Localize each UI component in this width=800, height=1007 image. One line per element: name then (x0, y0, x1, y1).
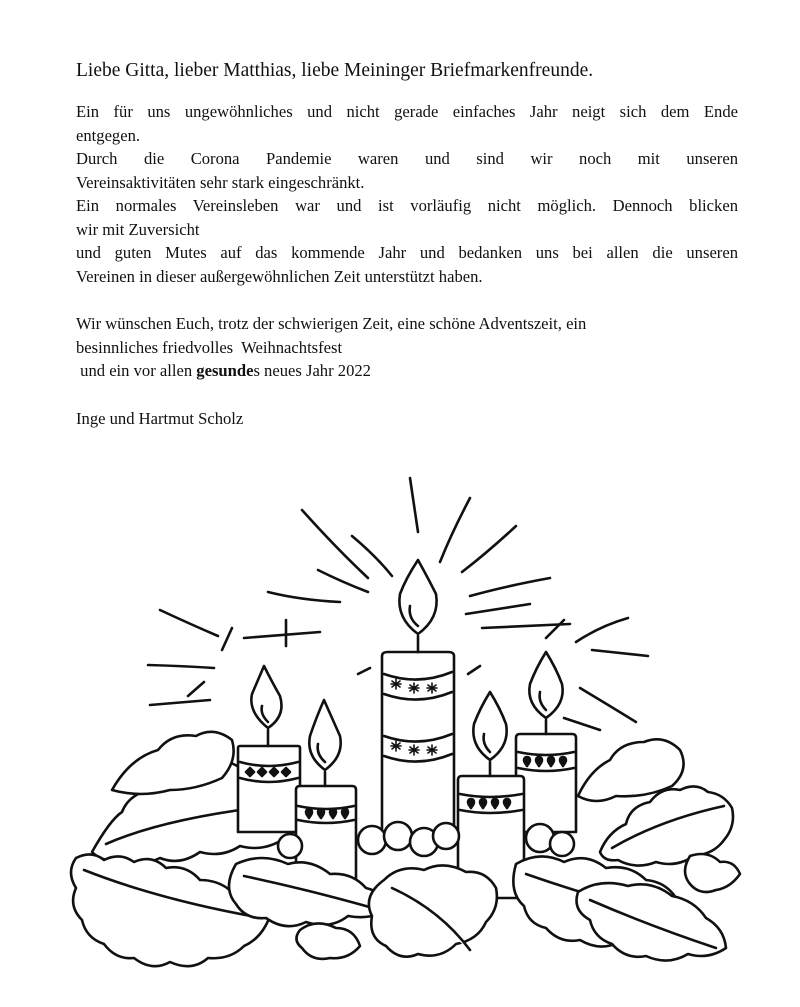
paragraph-2-line-2: besinnliches friedvolles Weihnachtsfest (76, 337, 343, 357)
letter (76, 58, 738, 430)
paragraph-1-line-2: entgegen. (76, 125, 141, 145)
paragraph-2 (76, 312, 738, 383)
holly-leaves-front (71, 854, 740, 966)
wish-text-after: s neues Jahr 2022 (253, 361, 371, 380)
advent-wreath-illustration (0, 460, 800, 1007)
advent-wreath-svg (0, 460, 800, 1007)
paragraph-1-line-8: Vereinen in dieser außergewöhnlichen Zeit unterstützt haben. (76, 266, 483, 286)
wish-text-before: und ein vor allen (76, 361, 197, 380)
paragraph-2-line-3 (76, 359, 738, 383)
candle-center (382, 560, 454, 838)
signature-spacer (76, 383, 738, 407)
paragraph-1-line-5: Ein normales Vereinsleben war und ist vorläufig nicht möglich. Dennoch blicken (76, 196, 738, 215)
paragraph-1-line-6: wir mit Zuversicht (76, 219, 200, 239)
signature: Inge und Hartmut Scholz (76, 408, 244, 428)
paragraph-1-line-1: Ein für uns ungewöhnliches und nicht gerade einfaches Jahr neigt sich dem Ende (76, 102, 738, 121)
paragraph-1-line-7: und guten Mutes auf das kommende Jahr und bedanken uns bei allen die unseren (76, 243, 738, 262)
greeting: Liebe Gitta, lieber Matthias, liebe Meininger Briefmarkenfreunde. (76, 60, 594, 81)
paragraph-1-line-4: Vereinsaktivitäten sehr stark eingeschränkt. (76, 172, 365, 192)
paragraph-spacer (76, 288, 738, 312)
wish-bold-word: gesunde (196, 361, 254, 380)
paragraph-2-line-1: Wir wünschen Euch, trotz der schwierigen Zeit, eine schöne Adventszeit, ein (76, 314, 587, 333)
paragraph-1-line-3: Durch die Corona Pandemie waren und sind wir noch mit unseren (76, 149, 738, 168)
paragraph-1 (76, 100, 738, 288)
candle-back-left (238, 666, 300, 832)
